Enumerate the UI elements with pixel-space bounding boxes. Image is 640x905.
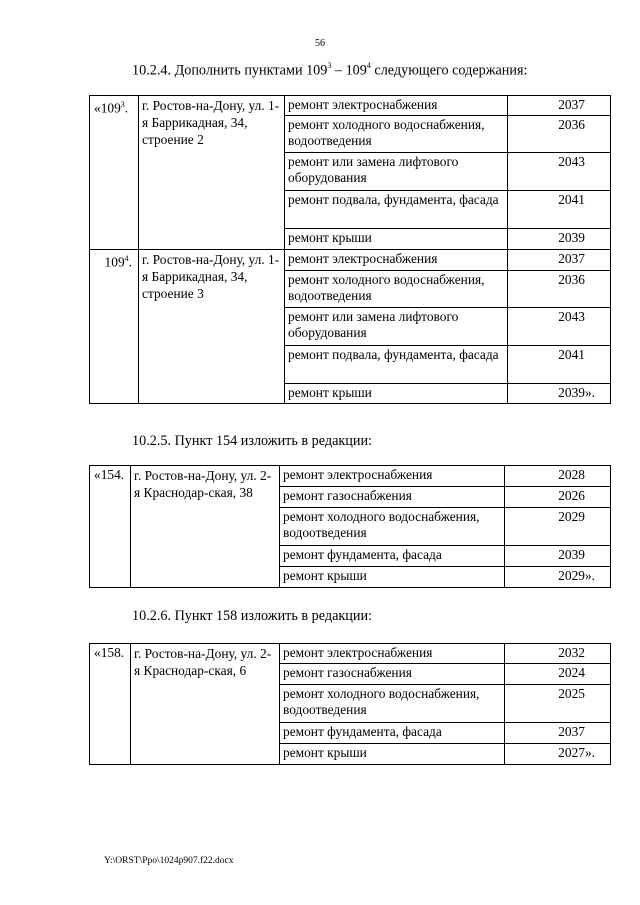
year-cell: 2036 bbox=[508, 271, 611, 308]
address-cell: г. Ростов-на-Дону, ул. 1-я Баррикадная, 34, строение 2 bbox=[139, 96, 285, 250]
year-cell: 2041 bbox=[508, 346, 611, 384]
work-cell: ремонт крыши bbox=[280, 567, 505, 588]
year-cell: 2024 bbox=[505, 664, 611, 685]
year-cell: 2037 bbox=[505, 723, 611, 744]
page-number: 56 bbox=[315, 38, 325, 49]
year-cell: 2029». bbox=[505, 567, 611, 588]
work-cell: ремонт или замена лифтового оборудования bbox=[285, 308, 508, 346]
table-row bbox=[90, 466, 611, 487]
year-cell: 2028 bbox=[505, 466, 611, 487]
superscript: 3 bbox=[327, 61, 332, 70]
work-cell: ремонт холодного водоснабжения, водоотведения bbox=[285, 271, 508, 308]
work-cell: ремонт крыши bbox=[285, 229, 508, 250]
section-heading-10-2-4 bbox=[132, 62, 527, 80]
work-cell: ремонт или замена лифтового оборудования bbox=[285, 153, 508, 191]
year-cell: 2026 bbox=[505, 487, 611, 508]
items-table-158 bbox=[89, 643, 611, 765]
table-row bbox=[90, 250, 611, 271]
year-cell: 2027». bbox=[505, 744, 611, 765]
table-row bbox=[90, 96, 611, 116]
year-cell: 2043 bbox=[508, 308, 611, 346]
item-number bbox=[90, 250, 139, 404]
work-cell: ремонт электроснабжения bbox=[285, 96, 508, 116]
year-cell: 2039 bbox=[505, 546, 611, 567]
work-cell: ремонт подвала, фундамента, фасада bbox=[285, 346, 508, 384]
work-cell: ремонт фундамента, фасада bbox=[280, 723, 505, 744]
work-cell: ремонт фундамента, фасада bbox=[280, 546, 505, 567]
year-cell: 2025 bbox=[505, 685, 611, 723]
section-heading-10-2-6: 10.2.6. Пункт 158 изложить в редакции: bbox=[132, 608, 372, 624]
work-cell: ремонт холодного водоснабжения, водоотведения bbox=[280, 508, 505, 546]
item-number-text: 109 bbox=[104, 254, 125, 270]
heading-text: 10.2.4. Дополнить пунктами 109 bbox=[132, 62, 328, 79]
item-number: «154. bbox=[90, 466, 131, 588]
item-number-text: . bbox=[128, 254, 132, 270]
address-cell: г. Ростов-на-Дону, ул. 2-я Краснодар-ская, 6 bbox=[131, 644, 280, 765]
year-cell: 2043 bbox=[508, 153, 611, 191]
section-heading-10-2-5: 10.2.5. Пункт 154 изложить в редакции: bbox=[132, 433, 372, 449]
item-number: «158. bbox=[90, 644, 131, 765]
item-number bbox=[90, 96, 139, 250]
item-number-text: «109 bbox=[94, 100, 121, 116]
year-cell: 2036 bbox=[508, 116, 611, 153]
work-cell: ремонт электроснабжения bbox=[285, 250, 508, 271]
items-table-109 bbox=[89, 95, 611, 404]
item-number-text: . bbox=[124, 100, 129, 116]
work-cell: ремонт холодного водоснабжения, водоотведения bbox=[285, 116, 508, 153]
year-cell: 2041 bbox=[508, 191, 611, 229]
year-cell: 2039 bbox=[508, 229, 611, 250]
year-cell: 2029 bbox=[505, 508, 611, 546]
items-table-154 bbox=[89, 465, 611, 588]
year-cell: 2032 bbox=[505, 644, 611, 664]
address-cell: г. Ростов-на-Дону, ул. 2-я Краснодар-ская, 38 bbox=[131, 466, 280, 588]
superscript: 3 bbox=[120, 100, 125, 109]
work-cell: ремонт газоснабжения bbox=[280, 487, 505, 508]
work-cell: ремонт холодного водоснабжения, водоотведения bbox=[280, 685, 505, 723]
work-cell: ремонт электроснабжения bbox=[280, 466, 505, 487]
superscript: 4 bbox=[124, 254, 129, 263]
heading-text: следующего содержания: bbox=[370, 62, 528, 79]
work-cell: ремонт электроснабжения bbox=[280, 644, 505, 664]
work-cell: ремонт подвала, фундамента, фасада bbox=[285, 191, 508, 229]
superscript: 4 bbox=[366, 61, 371, 70]
table-row bbox=[90, 644, 611, 664]
address-cell: г. Ростов-на-Дону, ул. 1-я Баррикадная, 34, строение 3 bbox=[139, 250, 285, 404]
year-cell: 2037 bbox=[508, 96, 611, 116]
work-cell: ремонт крыши bbox=[280, 744, 505, 765]
work-cell: ремонт газоснабжения bbox=[280, 664, 505, 685]
file-path-footer: Y:\ORST\Ppo\1024p907.f22.docx bbox=[104, 856, 234, 866]
work-cell: ремонт крыши bbox=[285, 384, 508, 404]
heading-text: – 109 bbox=[331, 62, 367, 79]
year-cell: 2037 bbox=[508, 250, 611, 271]
year-cell: 2039». bbox=[508, 384, 611, 404]
